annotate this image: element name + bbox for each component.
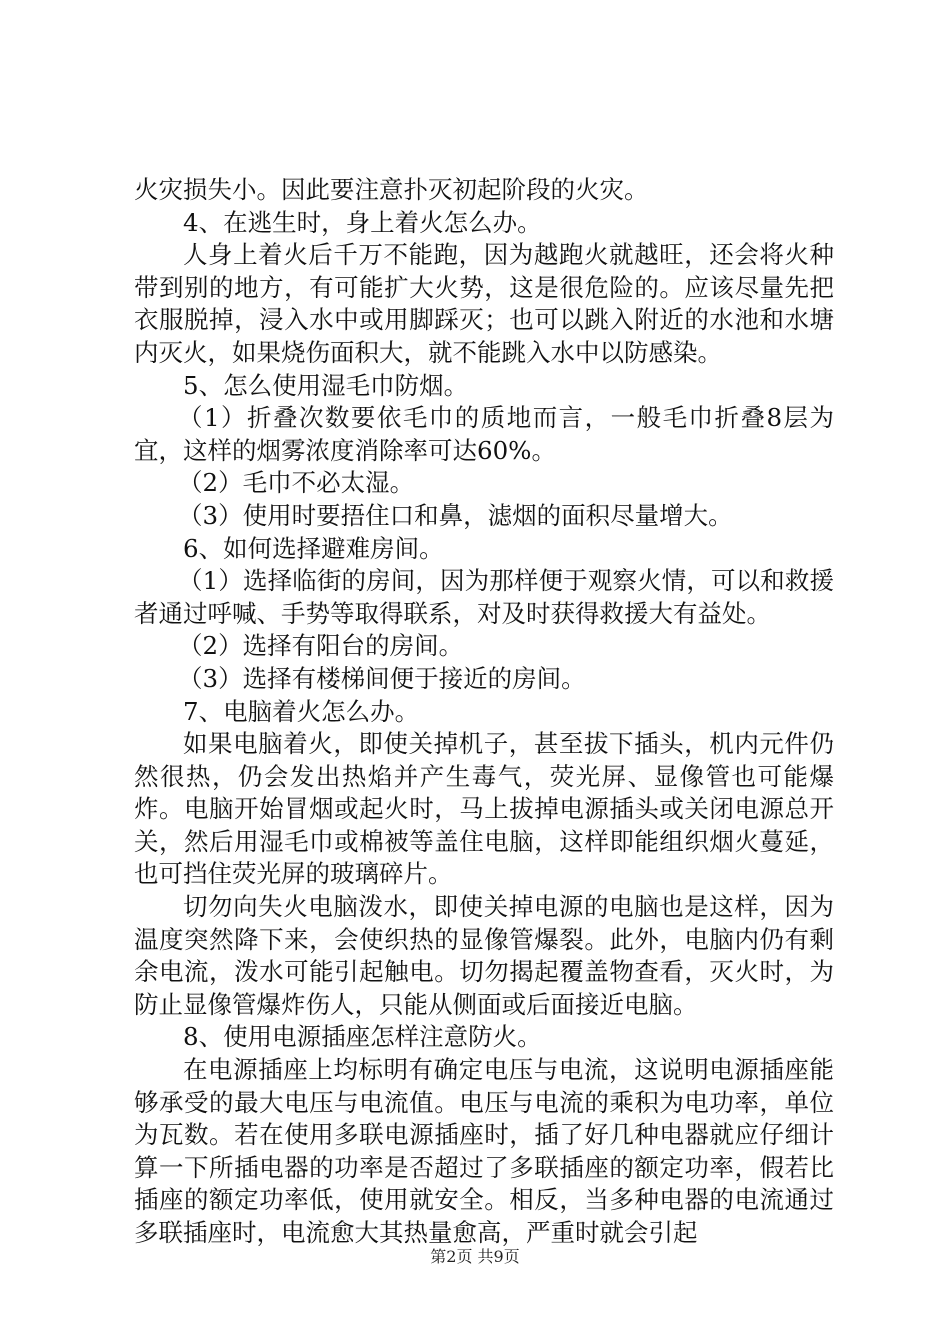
subitem-6-2: （2）选择有阳台的房间。	[178, 631, 464, 661]
subitem-5-2: （2）毛巾不必太湿。	[178, 468, 415, 498]
heading-item-6: 6、如何选择避难房间。	[183, 533, 444, 563]
paragraph-item-8: 在电源插座上均标明有确定电压与电流，这说明电源插座能够承受的最大电压与电流值。电压与电流的乘积为电功率，单位为瓦数。若在使用多联电源插座时，插了好几种电器就应仔细计算一下所插电器的功率是否超过了多联插座的额定功率，假若比插座的额定功率低，使用就安全。相反，当多种电器的电流通过多联插座时，电流愈大其热量愈高，严重时就会引起	[134, 1055, 834, 1247]
heading-item-7: 7、电脑着火怎么办。	[183, 696, 420, 726]
heading-item-8: 8、使用电源插座怎样注意防火。	[183, 1022, 542, 1052]
paragraph-item-4: 人身上着火后千万不能跑，因为越跑火就越旺，还会将火种带到别的地方，有可能扩大火势，这是很危险的。应该尽量先把衣服脱掉，浸入水中或用脚踩灭；也可以跳入附近的水池和水塘内灭火，如果烧伤面积大，就不能跳入水中以防感染。	[134, 240, 834, 367]
document-body	[134, 174, 834, 1250]
heading-item-5: 5、怎么使用湿毛巾防烟。	[183, 370, 469, 400]
subitem-6-3: （3）选择有楼梯间便于接近的房间。	[178, 663, 586, 693]
subitem-5-3: （3）使用时要捂住口和鼻，滤烟的面积尽量增大。	[178, 500, 733, 530]
subitem-5-1: （1）折叠次数要依毛巾的质地而言，一般毛巾折叠8层为宜，这样的烟雾浓度消除率可达60%。	[134, 403, 834, 465]
heading-item-4: 4、在逃生时，身上着火怎么办。	[183, 207, 542, 237]
paragraph-item-7-b: 切勿向失火电脑泼水，即使关掉电源的电脑也是这样，因为温度突然降下来，会使织热的显像管爆裂。此外，电脑内仍有剩余电流，泼水可能引起触电。切勿揭起覆盖物查看，灭火时，为防止显像管爆炸伤人，只能从侧面或后面接近电脑。	[134, 892, 834, 1019]
subitem-6-1: （1）选择临街的房间，因为那样便于观察火情，可以和救援者通过呼喊、手势等取得联系，对及时获得救援大有益处。	[134, 566, 834, 628]
paragraph-item-7-a: 如果电脑着火，即使关掉机子，甚至拔下插头，机内元件仍然很热，仍会发出热焰并产生毒气，荧光屏、显像管也可能爆炸。电脑开始冒烟或起火时，马上拔掉电源插头或关闭电源总开关，然后用湿毛巾或棉被等盖住电脑，这样即能组织烟火蔓延，也可挡住荧光屏的玻璃碎片。	[134, 729, 834, 889]
paragraph-continuation: 火灾损失小。因此要注意扑灭初起阶段的火灾。	[134, 175, 649, 204]
page-footer: 第2页 共9页	[430, 1247, 520, 1266]
